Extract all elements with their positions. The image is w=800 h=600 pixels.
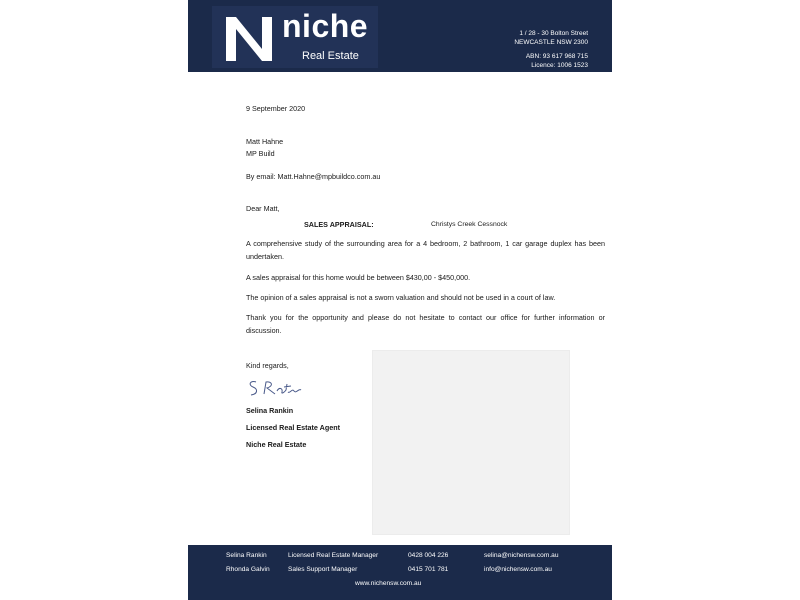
signer-title: Licensed Real Estate Agent	[246, 423, 340, 432]
paragraph-study: A comprehensive study of the surrounding area for a 4 bedroom, 2 bathroom, 1 car garage duplex has been undertaken.	[246, 239, 605, 261]
salutation: Dear Matt,	[246, 204, 280, 213]
footer-website-link[interactable]: www.nichensw.com.au	[355, 580, 422, 587]
paragraph-price-range: A sales appraisal for this home would be between $430,00 - $450,000.	[246, 273, 471, 282]
letterhead-footer	[188, 545, 612, 600]
letter-date: 9 September 2020	[246, 104, 306, 113]
handwritten-signature-icon	[246, 377, 316, 399]
address-line-1: 1 / 28 - 30 Bolton Street	[519, 30, 588, 37]
footer-contact-name-2: Rhonda Galvin	[226, 566, 270, 573]
footer-contact-role-1: Licensed Real Estate Manager	[288, 552, 379, 559]
redacted-image-area	[372, 350, 570, 535]
signer-company: Niche Real Estate	[246, 440, 307, 449]
abn-number: ABN: 93 617 968 715	[525, 53, 588, 60]
paragraph-disclaimer: The opinion of a sales appraisal is not a sworn valuation and should not be used in a court of law.	[246, 293, 556, 302]
recipient-name: Matt Hahne	[246, 137, 284, 146]
footer-contact-email-1[interactable]: selina@nichensw.com.au	[484, 552, 559, 559]
signer-name: Selina Rankin	[246, 406, 294, 415]
letter-page	[188, 0, 612, 600]
letterhead-header	[188, 0, 612, 72]
sales-appraisal-property: Christys Creek Cessnock	[431, 221, 508, 228]
paragraph-thanks: Thank you for the opportunity and please do not hesitate to contact our office for further information or discussion.	[246, 313, 605, 335]
brand-name: niche	[282, 8, 369, 44]
footer-contact-phone-2: 0415 701 781	[408, 566, 449, 573]
niche-logo-mark-icon	[224, 13, 274, 63]
footer-contact-name-1: Selina Rankin	[226, 552, 267, 559]
footer-contact-role-2: Sales Support Manager	[288, 566, 358, 573]
recipient-company: MP Build	[246, 149, 275, 158]
recipient-email: By email: Matt.Hahne@mpbuildco.com.au	[246, 172, 381, 181]
licence-number: Licence: 1006 1523	[531, 61, 588, 69]
sales-appraisal-label: SALES APPRAISAL:	[304, 220, 374, 229]
footer-contact-phone-1: 0428 004 226	[408, 552, 449, 559]
closing-line: Kind regards,	[246, 361, 289, 370]
address-line-2: NEWCASTLE NSW 2300	[514, 38, 588, 46]
office-address-block	[514, 30, 588, 70]
footer-contact-email-2[interactable]: info@nichensw.com.au	[484, 566, 552, 573]
brand-subtitle: Real Estate	[302, 50, 359, 62]
